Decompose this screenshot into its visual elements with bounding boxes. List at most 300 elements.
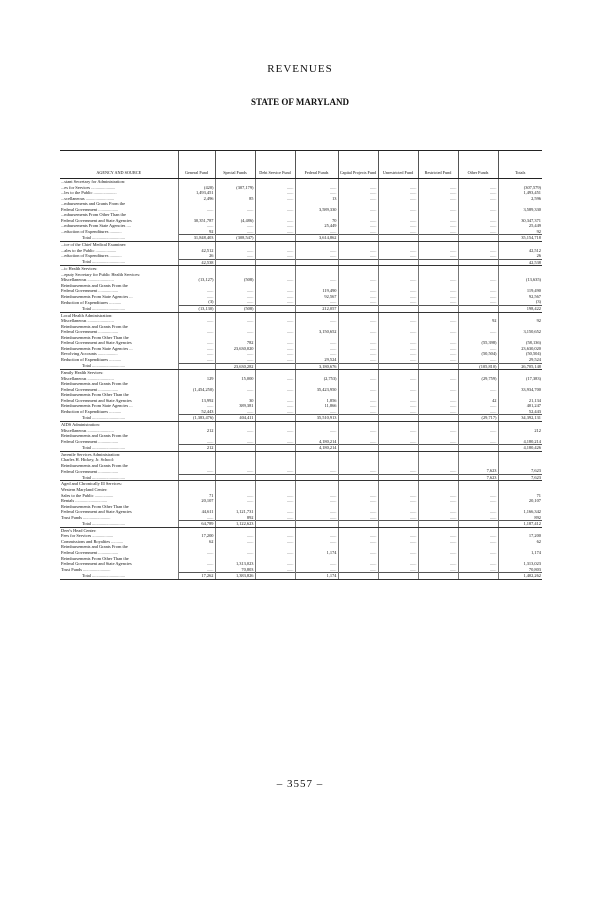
table-cell: ...... [458, 409, 498, 415]
table-cell: ...... [255, 223, 295, 229]
column-header: Unrestricted Fund [378, 151, 418, 179]
table-cell: 1,383,826 [215, 573, 255, 580]
row-label: Juvenile Services Administration: [61, 451, 121, 457]
table-cell: ...... [378, 493, 418, 499]
table-cell: 42 [458, 398, 498, 404]
table-cell: ...... [338, 357, 378, 363]
table-cell: 13 [295, 196, 338, 202]
table-cell: 4,180,426 [498, 445, 542, 452]
table-cell: ...... [178, 567, 215, 573]
row-label: Local Health Administration: [61, 312, 113, 318]
table-cell: ...... [338, 218, 378, 224]
table-cell: ...... [215, 207, 255, 213]
table-cell: ...... [295, 318, 338, 324]
row-label: Charles H. Hickey, Jr. School: [61, 457, 115, 463]
table-cell: 782 [215, 340, 255, 346]
table-cell: ...... [338, 376, 378, 382]
table-cell: ...... [418, 409, 458, 415]
table-cell: ...... [255, 229, 295, 235]
table-cell: 42,538 [178, 259, 215, 266]
table-cell: ...... [378, 185, 418, 191]
table-cell: ...... [255, 403, 295, 409]
table-cell: 7,623 [498, 468, 542, 474]
table-cell: (1,454,250) [178, 387, 215, 393]
table-cell: ...... [215, 468, 255, 474]
table-cell: ...... [178, 357, 215, 363]
table-cell: ...... [255, 428, 295, 434]
table-cell: ...... [378, 207, 418, 213]
row-label: Miscellaneous ........................ [61, 318, 114, 324]
table-cell: ...... [338, 351, 378, 357]
table-cell: ...... [458, 515, 498, 521]
table-cell: 23,630,020 [498, 346, 542, 352]
table-cell: ...... [215, 498, 255, 504]
table-cell: ...... [295, 567, 338, 573]
table-cell: ...... [418, 218, 458, 224]
table-cell: (105,810) [458, 363, 498, 370]
row-label: Reimbursements and Grants From the [61, 323, 128, 329]
table-cell: ...... [418, 299, 458, 305]
table-cell: 20,107 [178, 498, 215, 504]
table-cell: ...... [295, 561, 338, 567]
table-cell: ...... [255, 185, 295, 191]
table-cell: 34,392,131 [498, 415, 542, 422]
table-cell: ...... [178, 561, 215, 567]
table-cell: 35,510,913 [295, 415, 338, 422]
table-cell: ...... [378, 229, 418, 235]
row-label: Western Maryland Center: [61, 486, 108, 492]
table-cell: ...... [338, 288, 378, 294]
table-cell: ...... [178, 318, 215, 324]
table-cell: ...... [378, 248, 418, 254]
table-cell: ...... [378, 351, 418, 357]
table-cell: ...... [215, 229, 255, 235]
table-cell: ...... [255, 299, 295, 305]
table-cell: ...... [378, 299, 418, 305]
table-cell: ...... [338, 329, 378, 335]
table-cell: ...... [458, 403, 498, 409]
table-cell: 71 [178, 493, 215, 499]
table-cell: ...... [418, 185, 458, 191]
table-cell: 92,567 [295, 294, 338, 300]
row-label: AIDS Administration: [61, 421, 100, 427]
table-cell: ...... [378, 318, 418, 324]
table-cell: 4,180,214 [498, 439, 542, 445]
table-cell: ...... [458, 493, 498, 499]
table-cell: 892 [498, 515, 542, 521]
table-cell: ...... [338, 223, 378, 229]
table-cell: 21,134 [498, 398, 542, 404]
table-cell: ...... [295, 509, 338, 515]
table-cell: 4,180,214 [295, 445, 338, 452]
table-cell: ...... [338, 229, 378, 235]
table-cell: 3,589,330 [498, 207, 542, 213]
row-label: Federal Government .................. [61, 288, 119, 294]
table-cell: ...... [255, 253, 295, 259]
table-cell: ...... [178, 294, 215, 300]
table-cell: ...... [458, 207, 498, 213]
table-cell: ...... [378, 329, 418, 335]
table-cell: ...... [418, 468, 458, 474]
row-label: Revolving Accounts .................. [61, 351, 118, 357]
row-label: Federal Government .................. [61, 206, 119, 212]
row-label: Reimbursements From State Agencies ... [61, 293, 133, 299]
table-cell: ...... [255, 294, 295, 300]
table-cell: ...... [378, 398, 418, 404]
table-cell: ...... [215, 493, 255, 499]
table-cell: ...... [255, 340, 295, 346]
table-cell: 20,107 [498, 498, 542, 504]
table-cell: 129 [178, 376, 215, 382]
table-cell: ...... [338, 539, 378, 545]
table-cell: ...... [295, 498, 338, 504]
column-header: Other Funds [458, 151, 498, 179]
table-cell: ...... [215, 329, 255, 335]
row-label: Total .............................. [60, 573, 178, 580]
table-cell: ...... [378, 439, 418, 445]
table-cell: 44,611 [178, 509, 215, 515]
table-cell: ...... [178, 550, 215, 556]
table-cell: (4,486) [215, 218, 255, 224]
table-cell: ...... [255, 509, 295, 515]
table-cell: (29,717) [458, 415, 498, 422]
table-cell: 1,402,262 [498, 573, 542, 580]
row-label: Reimbursements From Other Than the [61, 555, 129, 561]
table-cell: ...... [418, 428, 458, 434]
table-cell: ...... [418, 533, 458, 539]
row-label: Commissions and Royalties ........... [61, 538, 124, 544]
table-cell: ...... [378, 277, 418, 283]
table-cell: 1,493,451 [178, 190, 215, 196]
table-cell: 1,313,023 [215, 561, 255, 567]
table-cell: ...... [178, 207, 215, 213]
row-label: Sales to the Public ................. [61, 492, 114, 498]
table-cell: ...... [255, 539, 295, 545]
table-cell: 198,422 [498, 306, 542, 313]
table-cell: ...... [255, 351, 295, 357]
table-cell: 119,490 [498, 288, 542, 294]
table-cell: ...... [338, 428, 378, 434]
table-cell: (307,179) [215, 185, 255, 191]
table-cell: (58,136) [498, 340, 542, 346]
table-cell: ...... [418, 561, 458, 567]
table-cell: ...... [378, 223, 418, 229]
page-number: – 3557 – [276, 778, 324, 790]
table-cell: 17,200 [498, 533, 542, 539]
table-cell: 26,705,148 [498, 363, 542, 370]
table-cell: ...... [255, 550, 295, 556]
table-cell: ...... [458, 288, 498, 294]
table-cell: ...... [418, 253, 458, 259]
table-cell: 3,150,652 [295, 329, 338, 335]
table-cell: 212,057 [295, 306, 338, 313]
table-cell: 7,623 [458, 468, 498, 474]
table-cell: ...... [418, 498, 458, 504]
row-label: Reimbursements From State Agencies ... [61, 403, 133, 409]
table-cell: ...... [418, 550, 458, 556]
table-cell: ...... [178, 439, 215, 445]
table-cell: ...... [378, 387, 418, 393]
table-cell: ...... [338, 294, 378, 300]
table-cell: (55,398) [458, 340, 498, 346]
table-cell: 13,992 [178, 398, 215, 404]
table-cell: ...... [295, 340, 338, 346]
table-cell: ...... [215, 533, 255, 539]
column-header: Restricted Fund [418, 151, 458, 179]
table-cell: ...... [418, 196, 458, 202]
table-cell: 70,803 [498, 567, 542, 573]
row-label: ...ic Health Services: [61, 266, 98, 272]
table-cell: ...... [418, 351, 458, 357]
table-cell: ...... [378, 515, 418, 521]
row-label: Total .............................. [60, 259, 178, 266]
table-cell: ...... [338, 409, 378, 415]
table-cell: ...... [378, 567, 418, 573]
table-cell [255, 573, 295, 580]
table-cell: ...... [458, 561, 498, 567]
table-cell: ...... [255, 376, 295, 382]
table-cell: 26 [178, 253, 215, 259]
table-cell: ...... [458, 299, 498, 305]
table-cell: ...... [458, 223, 498, 229]
table-cell: ...... [215, 539, 255, 545]
row-label: Federal Government and State Agencies [61, 509, 132, 515]
table-cell: ...... [458, 509, 498, 515]
table-cell: 70 [295, 218, 338, 224]
table-cell: 92 [498, 318, 542, 324]
table-cell: 15,000 [215, 376, 255, 382]
table-cell: 17,262 [178, 573, 215, 580]
table-cell: ...... [458, 346, 498, 352]
table-cell: ...... [458, 185, 498, 191]
table-cell: ...... [458, 498, 498, 504]
table-cell: ...... [295, 493, 338, 499]
table-cell: 404,411 [215, 415, 255, 422]
table-cell: ...... [215, 223, 255, 229]
table-cell: 401,247 [498, 403, 542, 409]
row-label: Total .............................. [60, 415, 178, 422]
table-cell: ...... [458, 277, 498, 283]
table-cell: ...... [215, 550, 255, 556]
column-header: Special Funds [215, 151, 255, 179]
row-label: Reimbursements and Grants From the [61, 462, 128, 468]
table-cell: 1,187,412 [498, 521, 542, 528]
table-cell [418, 573, 458, 580]
table-cell [378, 573, 418, 580]
table-cell: ...... [295, 409, 338, 415]
total-row [60, 573, 542, 580]
row-label: Federal Government .................. [61, 550, 119, 555]
table-cell: ...... [338, 207, 378, 213]
table-cell: ...... [458, 196, 498, 202]
table-cell: 7,623 [498, 474, 542, 481]
table-cell: ...... [295, 190, 338, 196]
table-cell: ...... [378, 550, 418, 556]
table-cell: ...... [178, 346, 215, 352]
table-cell: 70,803 [215, 567, 255, 573]
table-cell: ...... [295, 346, 338, 352]
table-cell: 30,347,371 [498, 218, 542, 224]
table-cell: ...... [215, 439, 255, 445]
table-cell: 23,630,020 [215, 346, 255, 352]
table-cell: ...... [215, 409, 255, 415]
table-cell: (29,759) [458, 376, 498, 382]
row-label: Family Health Services: [61, 370, 104, 376]
table-cell: (3) [178, 299, 215, 305]
table-cell: ...... [378, 196, 418, 202]
table-cell: ...... [458, 329, 498, 335]
table-cell: ...... [338, 253, 378, 259]
table-cell: ...... [338, 387, 378, 393]
table-cell: ...... [178, 515, 215, 521]
table-cell: 11,866 [295, 403, 338, 409]
row-label: Miscellaneous ........................ [61, 375, 114, 381]
row-label: Federal Government .................. [61, 438, 119, 444]
table-cell: ...... [338, 533, 378, 539]
row-label: Reimbursements and Grants From the [61, 433, 128, 439]
table-cell: ...... [378, 346, 418, 352]
table-cell: 1,313,023 [498, 561, 542, 567]
table-cell: ...... [378, 403, 418, 409]
row-label: ...ice of the Chief Medical Examiner: [61, 242, 127, 248]
table-cell: ...... [215, 248, 255, 254]
table-cell: ...... [378, 428, 418, 434]
table-cell: ...... [255, 288, 295, 294]
row-label: ...eduction of Expenditures ........... [61, 229, 122, 235]
table-cell: ...... [458, 248, 498, 254]
table-cell: 85 [215, 196, 255, 202]
table-cell: ...... [178, 403, 215, 409]
table-cell: ...... [338, 318, 378, 324]
table-cell: ...... [338, 509, 378, 515]
table-cell: ...... [178, 329, 215, 335]
table-cell: ...... [178, 340, 215, 346]
table-cell: 29,524 [295, 357, 338, 363]
row-label: Reduction of Expenditures ........... [61, 357, 122, 363]
table-cell: 42,512 [498, 248, 542, 254]
table-cell: ...... [378, 376, 418, 382]
table-cell: 389,381 [215, 403, 255, 409]
row-label: Total .............................. [60, 445, 178, 452]
table-cell: 2,496 [178, 196, 215, 202]
table-cell: ...... [338, 515, 378, 521]
row-label: Reimbursements and Grants From the [61, 381, 128, 387]
row-label: Federal Government and State Agencies [61, 561, 132, 567]
table-cell: ...... [418, 515, 458, 521]
table-cell: 62 [498, 539, 542, 545]
table-cell: 33,934,700 [498, 387, 542, 393]
table-cell: ...... [338, 398, 378, 404]
table-cell: ...... [418, 387, 458, 393]
table-cell: 3,589,330 [295, 207, 338, 213]
table-cell: 3,150,652 [498, 329, 542, 335]
row-label: ...es for Services ...................... [61, 184, 116, 190]
table-cell: ...... [458, 428, 498, 434]
table-cell: ...... [378, 340, 418, 346]
row-label: ...les to the Public ..................... [61, 190, 117, 196]
table-header-row [60, 151, 542, 179]
row-label: Reimbursements From Other Than the [61, 334, 129, 340]
row-label: Federal Government .................. [61, 468, 119, 474]
row-label: Reimbursements and Grants From the [61, 544, 128, 550]
table-cell: ...... [215, 318, 255, 324]
table-cell: ...... [255, 561, 295, 567]
table-cell: ...... [418, 207, 458, 213]
table-cell: ...... [295, 515, 338, 521]
table-cell: ...... [215, 357, 255, 363]
table-cell: (13,635) [498, 277, 542, 283]
table-cell: ...... [418, 248, 458, 254]
table-cell: ...... [338, 403, 378, 409]
table-cell: (13,127) [178, 277, 215, 283]
row-label: Reimbursements From State Agencies ... [61, 345, 133, 351]
table-cell: ...... [255, 515, 295, 521]
table-cell: 212 [498, 428, 542, 434]
row-label: ...ales to the Public ................... [61, 247, 117, 253]
table-cell: ...... [418, 403, 458, 409]
table-cell: (2,753) [295, 376, 338, 382]
page-title: REVENUES [267, 63, 333, 75]
table-cell: ...... [458, 567, 498, 573]
table-cell: 52,443 [498, 409, 542, 415]
table-cell: ...... [338, 567, 378, 573]
table-cell: ...... [338, 299, 378, 305]
row-label: Federal Government .................. [61, 329, 119, 335]
table-cell: 42,538 [498, 259, 542, 266]
table-cell: ...... [418, 294, 458, 300]
table-cell: ...... [215, 253, 255, 259]
table-cell: ...... [418, 567, 458, 573]
table-cell: ...... [378, 253, 418, 259]
table-cell: ...... [255, 218, 295, 224]
table-cell: ...... [418, 398, 458, 404]
table-cell: ...... [338, 468, 378, 474]
table-cell: ...... [255, 468, 295, 474]
table-cell: 92 [178, 229, 215, 235]
row-label: Reimbursements From Other Than the [61, 503, 129, 509]
table-cell: ...... [215, 294, 255, 300]
table-cell: 71 [498, 493, 542, 499]
table-cell: ...... [378, 294, 418, 300]
table-cell: ...... [338, 196, 378, 202]
table-cell: ...... [458, 439, 498, 445]
table-cell: ...... [255, 493, 295, 499]
table-cell: (1,383,476) [178, 415, 215, 422]
table-cell: ...... [255, 207, 295, 213]
row-label: Federal Government and State Agencies [61, 340, 132, 346]
table-cell [338, 573, 378, 580]
table-cell: ...... [378, 539, 418, 545]
table-cell: ...... [255, 567, 295, 573]
table-cell: (308,547) [215, 235, 255, 242]
row-label: Federal Government and State Agencies [61, 217, 132, 223]
table-cell: 212 [178, 445, 215, 452]
table-cell: ...... [418, 376, 458, 382]
table-cell: 30 [215, 398, 255, 404]
table-cell: ...... [255, 498, 295, 504]
row-label: ...mbursements From State Agencies .... [61, 223, 131, 229]
table-cell: 17,200 [178, 533, 215, 539]
table-cell: 92 [458, 318, 498, 324]
table-cell: ...... [378, 357, 418, 363]
row-label: Aged and Chronically Ill Services: [61, 481, 122, 487]
row-label: Miscellaneous ........................ [61, 277, 114, 283]
table-cell: ...... [255, 387, 295, 393]
table-cell: ...... [255, 439, 295, 445]
table-cell: ...... [338, 190, 378, 196]
table-cell: 35,154,718 [498, 235, 542, 242]
table-cell: ...... [178, 468, 215, 474]
